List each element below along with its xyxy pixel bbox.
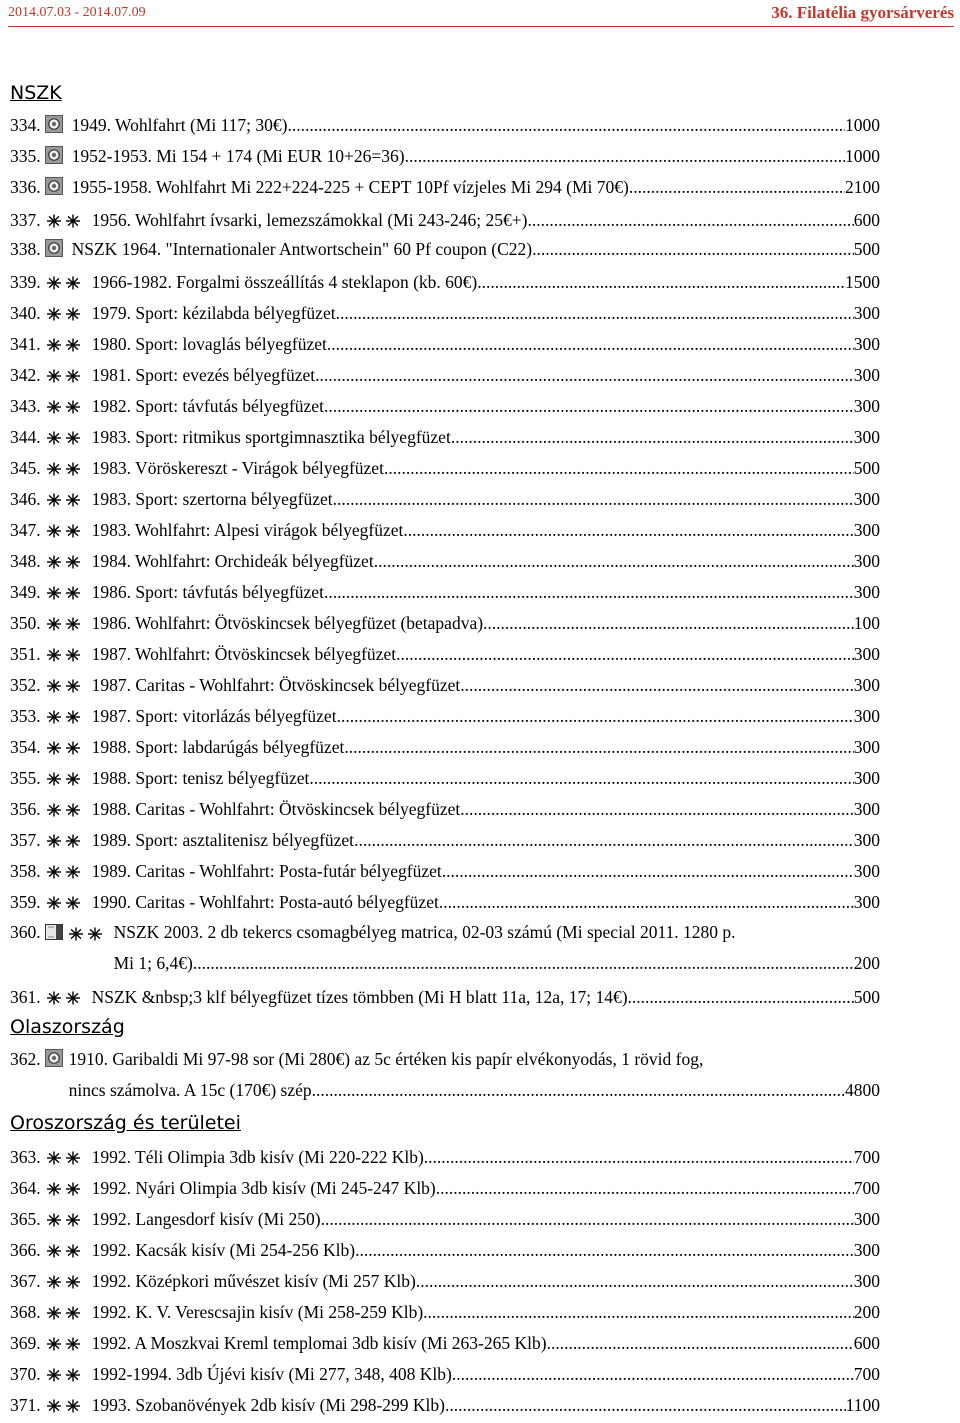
lot-row <box>10 1294 880 1325</box>
lot-price: 500 <box>853 987 880 1007</box>
condition-marks <box>45 328 83 348</box>
used-stamp-icon <box>45 1046 63 1064</box>
lot-row <box>10 357 880 388</box>
mint-never-hinged-icon <box>45 362 83 376</box>
lot-row <box>10 171 880 202</box>
leader-dots <box>327 329 854 360</box>
lot-row <box>10 512 880 543</box>
lot-description: 1992. Téli Olimpia 3db kisív (Mi 220-222 Klb) <box>91 1147 424 1167</box>
lot-price: 2100 <box>845 177 880 197</box>
leader-dots <box>460 670 854 701</box>
leader-dots <box>384 453 854 484</box>
lot-description: 1982. Sport: távfutás bélyegfüzet <box>91 396 324 416</box>
leader-dots <box>442 856 854 887</box>
mint-never-hinged-icon <box>45 579 83 593</box>
lot-number: 336. <box>10 177 41 197</box>
lot-price: 100 <box>853 613 880 633</box>
condition-marks <box>45 545 83 565</box>
mint-never-hinged-icon <box>45 703 83 717</box>
leader-dots <box>460 794 854 825</box>
condition-marks <box>45 452 83 472</box>
lot-row <box>10 915 880 979</box>
mint-never-hinged-icon <box>45 548 83 562</box>
lot-row <box>10 202 880 233</box>
lot-price: 700 <box>853 1178 880 1198</box>
used-stamp-icon <box>45 236 63 254</box>
mint-never-hinged-icon <box>45 984 83 998</box>
leader-dots <box>374 546 854 577</box>
lot-row <box>10 295 880 326</box>
leader-dots <box>452 1359 854 1390</box>
lot-price: 600 <box>853 1333 880 1353</box>
mint-never-hinged-icon <box>45 734 83 748</box>
condition-marks <box>45 638 83 658</box>
lot-number: 367. <box>10 1271 41 1291</box>
lot-description: 1983. Vöröskereszt - Virágok bélyegfüzet <box>91 458 384 478</box>
lot-row <box>10 1387 880 1418</box>
condition-marks <box>45 297 83 317</box>
lot-price: 500 <box>853 458 880 478</box>
leader-dots <box>321 1204 854 1235</box>
lot-row <box>10 481 880 512</box>
lot-row <box>10 233 880 264</box>
mint-never-hinged-icon <box>45 331 83 345</box>
lot-price: 200 <box>853 953 880 973</box>
lot-description: 1949. Wohlfahrt (Mi 117; 30€) <box>71 115 288 135</box>
lot-price: 300 <box>853 365 880 385</box>
leader-dots <box>403 515 853 546</box>
mint-never-hinged-icon <box>45 1392 83 1406</box>
mint-never-hinged-icon <box>45 455 83 469</box>
lot-number: 357. <box>10 830 41 850</box>
lot-number: 346. <box>10 489 41 509</box>
lot-number: 371. <box>10 1395 41 1415</box>
mint-never-hinged-icon <box>45 1268 83 1282</box>
lot-description: 1992. Langesdorf kisív (Mi 250) <box>91 1209 321 1229</box>
lot-number: 369. <box>10 1333 41 1353</box>
condition-marks <box>45 1234 83 1254</box>
leader-dots <box>324 391 854 422</box>
leader-dots <box>336 298 854 329</box>
lot-number: 337. <box>10 210 41 230</box>
leader-dots <box>424 1142 854 1173</box>
mint-never-hinged-icon <box>45 1144 83 1158</box>
lot-number: 360. <box>10 922 41 942</box>
mint-never-hinged-icon <box>45 269 83 283</box>
date-range: 2014.07.03 - 2014.07.09 <box>8 5 146 20</box>
condition-marks <box>45 421 83 441</box>
lot-number: 352. <box>10 675 41 695</box>
mint-never-hinged-icon <box>45 641 83 655</box>
lot-number: 362. <box>10 1049 41 1069</box>
condition-marks <box>45 855 83 875</box>
lot-row <box>10 822 880 853</box>
lot-number: 363. <box>10 1147 41 1167</box>
condition-marks <box>45 886 83 906</box>
condition-marks <box>45 1389 83 1409</box>
lot-row <box>10 1232 880 1263</box>
leader-dots <box>309 763 853 794</box>
lot-description: NSZK 1964. "Internationaler Antwortschein" 60 Pf coupon (C22) <box>71 239 533 259</box>
lot-description: 1992. A Moszkvai Kreml templomai 3db kisív (Mi 263-265 Klb) <box>91 1333 547 1353</box>
used-stamp-icon <box>45 112 63 130</box>
lot-price: 300 <box>853 892 880 912</box>
lot-description: 1980. Sport: lovaglás bélyegfüzet <box>91 334 327 354</box>
mint-never-hinged-icon <box>45 610 83 624</box>
lot-price: 300 <box>853 1271 880 1291</box>
used-stamp-icon <box>45 174 63 192</box>
lot-description: 1983. Sport: szertorna bélyegfüzet <box>91 489 333 509</box>
lot-description: 1952-1953. Mi 154 + 174 (Mi EUR 10+26=36) <box>71 146 405 166</box>
lot-description: 1992. Nyári Olimpia 3db kisív (Mi 245-247 Klb) <box>91 1178 436 1198</box>
lot-price: 300 <box>853 737 880 757</box>
mint-never-hinged-icon <box>45 393 83 407</box>
lot-description: 1987. Wohlfahrt: Ötvöskincsek bélyegfüzet <box>91 644 397 664</box>
lot-price: 300 <box>853 334 880 354</box>
lot-description: 1986. Sport: távfutás bélyegfüzet <box>91 582 324 602</box>
lot-row <box>10 791 880 822</box>
condition-marks <box>45 390 83 410</box>
lot-row <box>10 1263 880 1294</box>
lot-description: 1986. Wohlfahrt: Ötvöskincsek bélyegfüzet (betapadva) <box>91 613 484 633</box>
lot-row <box>10 1356 880 1387</box>
mint-never-hinged-icon <box>45 486 83 500</box>
condition-marks <box>45 824 83 844</box>
lot-description: 1983. Wohlfahrt: Alpesi virágok bélyegfüzet <box>91 520 404 540</box>
lot-number: 345. <box>10 458 41 478</box>
lot-number: 342. <box>10 365 41 385</box>
lot-number: 338. <box>10 239 41 259</box>
condition-marks <box>45 917 105 937</box>
lot-row <box>10 388 880 419</box>
lot-description: 1989. Caritas - Wohlfahrt: Posta-futár bélyegfüzet <box>91 861 442 881</box>
leader-dots <box>423 1297 854 1328</box>
lot-list <box>10 78 880 1418</box>
lot-description: 1983. Sport: ritmikus sportgimnasztika bélyegfüzet <box>91 427 451 447</box>
lot-description: 1989. Sport: asztalitenisz bélyegfüzet <box>91 830 355 850</box>
leader-dots <box>316 1075 845 1106</box>
lot-row <box>10 543 880 574</box>
condition-marks <box>45 669 83 689</box>
lot-number: 355. <box>10 768 41 788</box>
lot-price: 4800 <box>845 1080 880 1100</box>
lot-number: 343. <box>10 396 41 416</box>
mint-never-hinged-icon <box>45 1299 83 1313</box>
lot-number: 335. <box>10 146 41 166</box>
lot-price: 600 <box>853 210 880 230</box>
lot-description: 1988. Sport: labdarúgás bélyegfüzet <box>91 737 345 757</box>
lot-row <box>10 636 880 667</box>
lot-number: 351. <box>10 644 41 664</box>
leader-dots <box>193 948 854 979</box>
lot-row <box>10 853 880 884</box>
lot-row <box>10 574 880 605</box>
lot-row <box>10 326 880 357</box>
lot-price: 300 <box>853 520 880 540</box>
lot-price: 300 <box>853 675 880 695</box>
condition-marks <box>45 1045 63 1065</box>
leader-dots <box>629 172 845 203</box>
mint-never-hinged-icon <box>45 827 83 841</box>
mint-never-hinged-icon <box>45 1361 83 1375</box>
lot-number: 364. <box>10 1178 41 1198</box>
lot-price: 500 <box>853 239 880 259</box>
mint-never-hinged-icon <box>45 858 83 872</box>
lot-description: NSZK &nbsp;3 klf bélyegfüzet tízes tömbben (Mi H blatt 11a, 12a, 17; 14€) <box>91 987 628 1007</box>
lot-description: 1992. K. V. Verescsajin kisív (Mi 258-259 Klb) <box>91 1302 424 1322</box>
block-icon <box>45 919 63 935</box>
condition-marks <box>45 700 83 720</box>
lot-description: 1987. Caritas - Wohlfahrt: Ötvöskincsek bélyegfüzet <box>91 675 461 695</box>
lot-row <box>10 264 880 295</box>
mint-never-hinged-icon <box>45 207 83 221</box>
lot-number: 339. <box>10 272 41 292</box>
condition-marks <box>45 235 63 255</box>
lot-number: 348. <box>10 551 41 571</box>
condition-marks <box>45 607 83 627</box>
leader-dots <box>436 1173 854 1204</box>
lot-price: 1000 <box>845 115 880 135</box>
condition-marks <box>45 359 83 379</box>
lot-price: 300 <box>853 396 880 416</box>
lot-number: 358. <box>10 861 41 881</box>
lot-number: 368. <box>10 1302 41 1322</box>
lot-row <box>10 1043 880 1106</box>
leader-dots <box>451 422 854 453</box>
lot-description: 1956. Wohlfahrt ívsarki, lemezszámokkal (Mi 243-246; 25€+) <box>91 210 528 230</box>
lot-row <box>10 979 880 1010</box>
lot-number: 350. <box>10 613 41 633</box>
lot-price: 300 <box>853 830 880 850</box>
lot-price: 300 <box>853 489 880 509</box>
lot-price: 300 <box>853 303 880 323</box>
lot-price: 1500 <box>845 272 880 292</box>
leader-dots <box>405 141 845 172</box>
mint-never-hinged-icon <box>45 889 83 903</box>
auction-title: 36. Filatélia gyorsárverés <box>771 3 954 22</box>
lot-row <box>10 109 880 140</box>
condition-marks <box>45 576 83 596</box>
lot-number: 354. <box>10 737 41 757</box>
mint-never-hinged-icon <box>67 920 105 934</box>
lot-description-line: 1910. Garibaldi Mi 97-98 sor (Mi 280€) az 5c értéken kis papír elvékonyodás, 1 rövid fog, <box>68 1049 704 1069</box>
condition-marks <box>45 1203 83 1223</box>
leader-dots <box>527 205 853 236</box>
lot-price: 200 <box>853 1302 880 1322</box>
condition-marks <box>45 981 83 1001</box>
lot-number: 349. <box>10 582 41 602</box>
lot-description: 1955-1958. Wohlfahrt Mi 222+224-225 + CEPT 10Pf vízjeles Mi 294 (Mi 70€) <box>71 177 629 197</box>
lot-price: 700 <box>853 1364 880 1384</box>
lot-description: 1987. Sport: vitorlázás bélyegfüzet <box>91 706 337 726</box>
lot-price: 700 <box>853 1147 880 1167</box>
mint-never-hinged-icon <box>45 424 83 438</box>
lot-number: 340. <box>10 303 41 323</box>
lot-price: 300 <box>853 768 880 788</box>
lot-description: 1984. Wohlfahrt: Orchideák bélyegfüzet <box>91 551 374 571</box>
lot-number: 370. <box>10 1364 41 1384</box>
header-divider <box>8 26 954 27</box>
condition-marks <box>45 142 63 162</box>
lot-price: 300 <box>853 551 880 571</box>
page-header <box>0 0 960 26</box>
lot-price: 1100 <box>845 1395 880 1415</box>
leader-dots <box>532 234 854 265</box>
lot-number: 353. <box>10 706 41 726</box>
leader-dots <box>288 110 846 141</box>
lot-price: 300 <box>853 644 880 664</box>
lot-description: Mi 1; 6,4€) <box>113 953 193 973</box>
lot-row <box>10 729 880 760</box>
mint-never-hinged-icon <box>45 1206 83 1220</box>
lot-number: 366. <box>10 1240 41 1260</box>
leader-dots <box>477 267 845 298</box>
leader-dots <box>439 887 854 918</box>
lot-price: 300 <box>853 799 880 819</box>
condition-marks <box>45 173 63 193</box>
condition-marks <box>45 1141 83 1161</box>
lot-row <box>10 760 880 791</box>
leader-dots <box>315 360 854 391</box>
mint-never-hinged-icon <box>45 300 83 314</box>
mint-never-hinged-icon <box>45 672 83 686</box>
lot-row <box>10 419 880 450</box>
lot-number: 361. <box>10 987 41 1007</box>
lot-description: 1988. Sport: tenisz bélyegfüzet <box>91 768 310 788</box>
lot-description: 1981. Sport: evezés bélyegfüzet <box>91 365 316 385</box>
condition-marks <box>45 266 83 286</box>
lot-price: 300 <box>853 582 880 602</box>
lot-row <box>10 1170 880 1201</box>
lot-description: 1992-1994. 3db Újévi kisív (Mi 277, 348, 408 Klb) <box>91 1364 452 1384</box>
leader-dots <box>355 1235 854 1266</box>
lot-description: 1979. Sport: kézilabda bélyegfüzet <box>91 303 336 323</box>
lot-number: 347. <box>10 520 41 540</box>
leader-dots <box>416 1266 854 1297</box>
lot-number: 344. <box>10 427 41 447</box>
lot-number: 341. <box>10 334 41 354</box>
condition-marks <box>45 514 83 534</box>
used-stamp-icon <box>45 143 63 161</box>
lot-price: 1000 <box>845 146 880 166</box>
mint-never-hinged-icon <box>45 1237 83 1251</box>
leader-dots <box>333 484 854 515</box>
lot-price: 300 <box>853 706 880 726</box>
lot-number: 356. <box>10 799 41 819</box>
section-title: NSZK <box>10 82 62 104</box>
condition-marks <box>45 762 83 782</box>
lot-number: 334. <box>10 115 41 135</box>
section-title: Olaszország <box>10 1016 125 1038</box>
condition-marks <box>45 1265 83 1285</box>
lot-description: 1992. Kacsák kisív (Mi 254-256 Klb) <box>91 1240 356 1260</box>
lot-description: nincs számolva. A 15c (170€) szép. <box>68 1080 317 1100</box>
section-title: Oroszország és területei <box>10 1112 241 1134</box>
leader-dots <box>628 982 854 1013</box>
condition-marks <box>45 1172 83 1192</box>
mint-never-hinged-icon <box>45 1330 83 1344</box>
lot-row <box>10 667 880 698</box>
lot-row <box>10 884 880 915</box>
condition-marks <box>45 483 83 503</box>
lot-row <box>10 450 880 481</box>
lot-row <box>10 1139 880 1170</box>
lot-price: 300 <box>853 1240 880 1260</box>
lot-number: 365. <box>10 1209 41 1229</box>
lot-description: 1990. Caritas - Wohlfahrt: Posta-autó bélyegfüzet <box>91 892 439 912</box>
lot-row <box>10 698 880 729</box>
lot-description: 1988. Caritas - Wohlfahrt: Ötvöskincsek bélyegfüzet <box>91 799 461 819</box>
condition-marks <box>45 793 83 813</box>
mint-never-hinged-icon <box>45 1175 83 1189</box>
condition-marks <box>45 731 83 751</box>
condition-marks <box>45 204 83 224</box>
mint-never-hinged-icon <box>45 765 83 779</box>
lot-price: 300 <box>853 1209 880 1229</box>
lot-price: 300 <box>853 861 880 881</box>
leader-dots <box>547 1328 854 1359</box>
leader-dots <box>344 732 853 763</box>
lot-row <box>10 1325 880 1356</box>
lot-row <box>10 1201 880 1232</box>
leader-dots <box>354 825 854 856</box>
lot-description: 1966-1982. Forgalmi összeállítás 4 steklapon (kb. 60€) <box>91 272 478 292</box>
leader-dots <box>396 639 854 670</box>
lot-row <box>10 140 880 171</box>
leader-dots <box>445 1390 846 1421</box>
leader-dots <box>337 701 854 732</box>
lot-row <box>10 605 880 636</box>
lot-number: 359. <box>10 892 41 912</box>
lot-description-line: NSZK 2003. 2 db tekercs csomagbélyeg matrica, 02-03 számú (Mi special 2011. 1280 p. <box>113 922 736 942</box>
leader-dots <box>324 577 854 608</box>
mint-never-hinged-icon <box>45 517 83 531</box>
condition-marks <box>45 1358 83 1378</box>
condition-marks <box>45 1296 83 1316</box>
lot-price: 300 <box>853 427 880 447</box>
condition-marks <box>45 1327 83 1347</box>
lot-description: 1993. Szobanövények 2db kisív (Mi 298-299 Klb) <box>91 1395 445 1415</box>
mint-never-hinged-icon <box>45 796 83 810</box>
leader-dots <box>483 608 854 639</box>
condition-marks <box>45 111 63 131</box>
lot-description: 1992. Középkori művészet kisív (Mi 257 Klb) <box>91 1271 416 1291</box>
